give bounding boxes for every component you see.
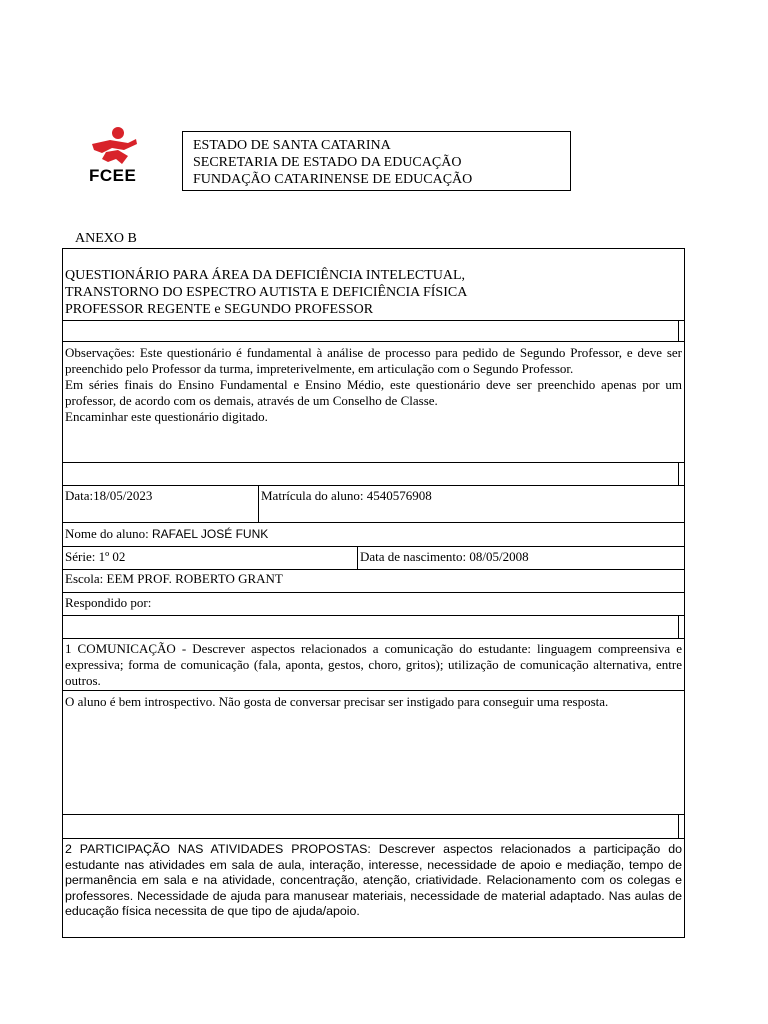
school-value: EEM PROF. ROBERTO GRANT xyxy=(106,571,283,586)
answered-by-row xyxy=(62,592,685,615)
student-name-label: Nome do aluno: xyxy=(65,526,153,541)
institution-header xyxy=(182,131,571,191)
registration-field xyxy=(259,487,434,504)
observations-paragraph-3: Encaminhar este questionário digitado. xyxy=(65,409,268,424)
registration-value: 4540576908 xyxy=(366,488,432,503)
communication-answer xyxy=(62,690,685,814)
grade-label: Série: xyxy=(65,549,99,564)
grade-field xyxy=(63,548,127,565)
communication-answer-text: O aluno é bem introspectivo. Não gosta de conversar precisar ser instigado para conseguir uma resposta. xyxy=(65,694,609,709)
date-registration-row xyxy=(62,485,685,522)
date-field xyxy=(63,487,154,504)
fcee-figure-icon xyxy=(88,126,140,166)
grade-value: 1º 02 xyxy=(98,549,126,564)
date-value: 18/05/2023 xyxy=(93,488,153,503)
grade-birth-row xyxy=(62,546,685,569)
birth-date-field xyxy=(358,548,531,565)
header-line-secretariat: SECRETARIA DE ESTADO DA EDUCAÇÃO xyxy=(193,155,462,170)
participation-prompt xyxy=(62,838,685,937)
student-name-row xyxy=(62,522,685,546)
student-name-value: RAFAEL JOSÉ FUNK xyxy=(152,527,269,541)
spacer-row xyxy=(62,320,685,341)
observations-paragraph-1: Observações: Este questionário é fundamental à análise de processo para pedido de Segundo Professor, e deve ser preenchido pelo Professor da turma, impreterivelmente, em articulação com o Segundo Professor. xyxy=(65,345,682,376)
title-line-2: TRANSTORNO DO ESPECTRO AUTISTA E DEFICIÊNCIA FÍSICA xyxy=(65,285,468,300)
spacer-row xyxy=(62,615,685,638)
date-label: Data: xyxy=(65,488,94,503)
fcee-logo xyxy=(88,126,140,188)
header-line-state: ESTADO DE SANTA CATARINA xyxy=(193,138,391,153)
spacer-row xyxy=(62,814,685,838)
school-row xyxy=(62,569,685,592)
logo-text: FCEE xyxy=(89,166,137,185)
annex-label: ANEXO B xyxy=(75,231,137,246)
school-label: Escola: xyxy=(65,571,107,586)
birth-date-value: 08/05/2008 xyxy=(469,549,529,564)
communication-prompt xyxy=(62,638,685,690)
table-bottom-border xyxy=(62,937,685,938)
title-line-1: QUESTIONÁRIO PARA ÁREA DA DEFICIÊNCIA INTELECTUAL, xyxy=(65,268,466,283)
communication-prompt-text: 1 COMUNICAÇÃO - Descrever aspectos relacionados a comunicação do estudante: linguagem compreensiva e expressiva; forma de comunicação (fala, aponta, gestos, choro, gritos); utilização de comunicação alternativa, entre outros. xyxy=(65,641,682,688)
observations-paragraph-2: Em séries finais do Ensino Fundamental e Ensino Médio, este questionário deve ser preenchido apenas por um professor, de acordo com os demais, através de um Conselho de Classe. xyxy=(65,377,682,408)
participation-prompt-text: 2 PARTICIPAÇÃO NAS ATIVIDADES PROPOSTAS: Descrever aspectos relacionados a participação do estudante nas atividades em sala de aula, interação, interesse, necessidade de apoio e mediação, tempo de permanência em sala e na atividade, concentração, atenção, criatividade. Relacionamento com os colegas e professores. Necessidade de ajuda para manusear materiais, necessidade de material adaptado. Nas aulas de educação física necessita de que tipo de ajuda/apoio. xyxy=(65,842,682,918)
birth-date-label: Data de nascimento: xyxy=(360,549,470,564)
title-line-3: PROFESSOR REGENTE e SEGUNDO PROFESSOR xyxy=(65,302,374,317)
registration-label: Matrícula do aluno: xyxy=(261,488,367,503)
header-line-foundation: FUNDAÇÃO CATARINENSE DE EDUCAÇÃO xyxy=(193,172,473,187)
title-section xyxy=(62,248,685,320)
answered-by-label: Respondido por: xyxy=(65,595,152,610)
observations-section xyxy=(62,341,685,462)
spacer-row xyxy=(62,462,685,485)
